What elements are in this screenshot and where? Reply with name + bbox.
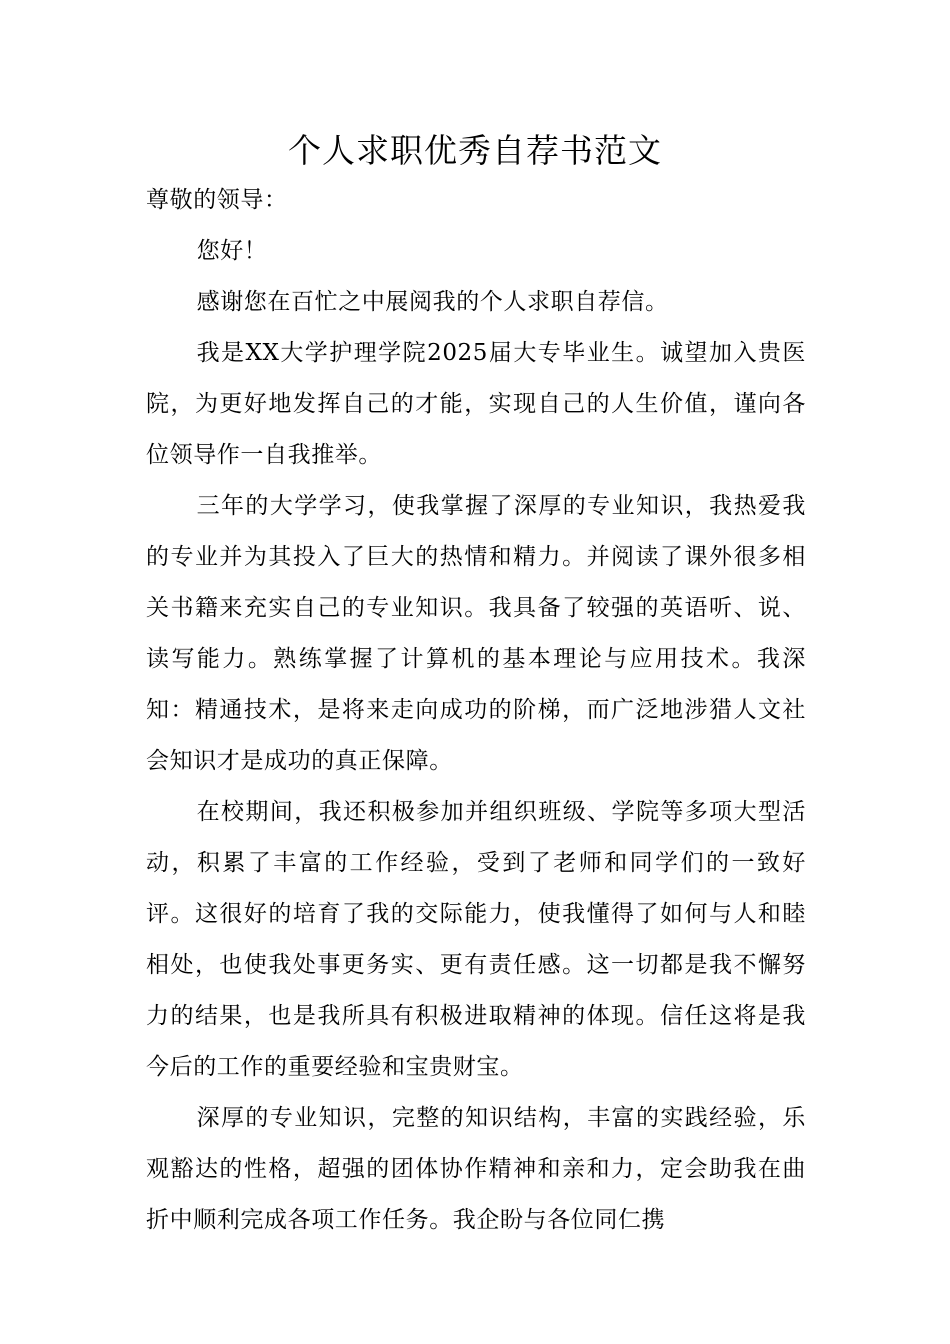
- paragraph-qualities: 深厚的专业知识，完整的知识结构，丰富的实践经验，乐观豁达的性格，超强的团体协作精神和亲和力，定会助我在曲折中顺利完成各项工作任务。我企盼与各位同仁携: [146, 1105, 806, 1233]
- paragraph-greeting: 您好！: [196, 238, 268, 264]
- paragraph-thanks: 感谢您在百忙之中展阅我的个人求职自荐信。: [196, 289, 669, 315]
- paragraph-studies: 三年的大学学习，使我掌握了深厚的专业知识，我热爱我的专业并为其投入了巨大的热情和精力。并阅读了课外很多相关书籍来充实自己的专业知识。我具备了较强的英语听、说、读写能力。熟练掌握了计算机的基本理论与应用技术。我深知：精通技术，是将来走向成功的阶梯，而广泛地涉猎人文社会知识才是成功的真正保障。: [146, 493, 806, 774]
- paragraph-introduction: 我是XX大学护理学院2025届大专毕业生。诚望加入贵医院，为更好地发挥自己的才能，实现自己的人生价值，谨向各位领导作一自我推举。: [146, 340, 806, 468]
- salutation: 尊敬的领导：: [146, 187, 288, 213]
- document-body: [146, 175, 806, 1246]
- paragraph-activities: 在校期间，我还积极参加并组织班级、学院等多项大型活动，积累了丰富的工作经验，受到了老师和同学们的一致好评。这很好的培育了我的交际能力，使我懂得了如何与人和睦相处，也使我处事更务实、更有责任感。这一切都是我不懈努力的结果，也是我所具有积极进取精神的体现。信任这将是我今后的工作的重要经验和宝贵财宝。: [146, 799, 806, 1080]
- document-title: 个人求职优秀自荐书范文: [288, 131, 662, 170]
